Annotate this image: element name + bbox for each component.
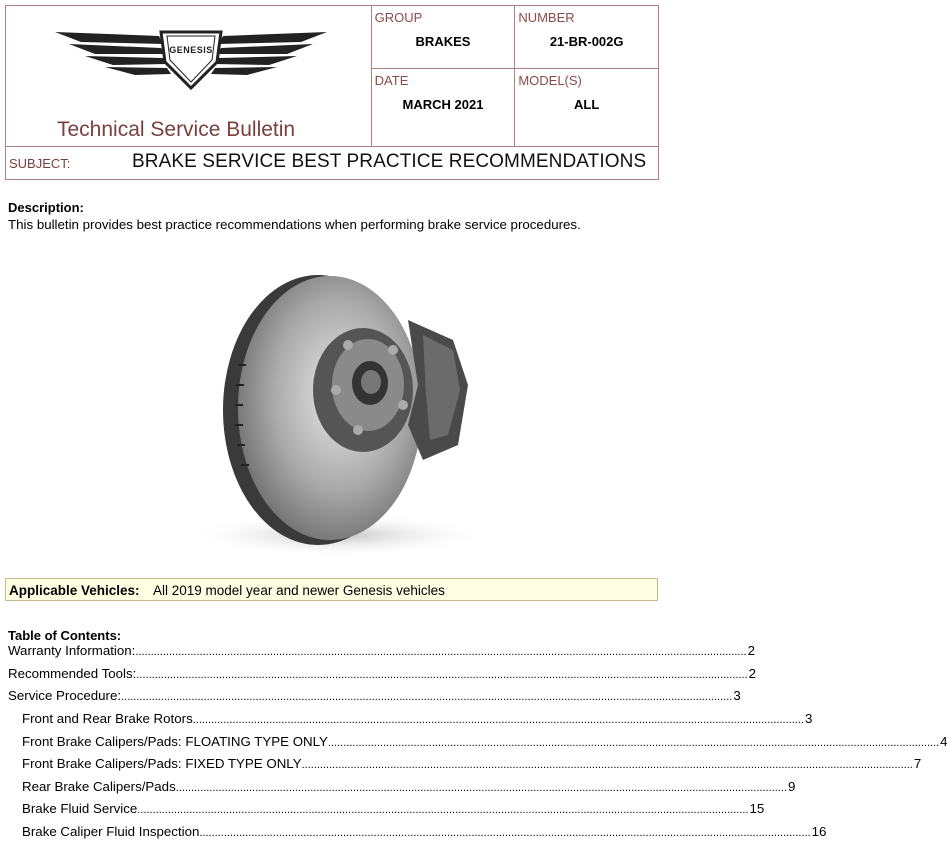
applicable-vehicles-box — [5, 578, 658, 601]
number-cell — [515, 6, 659, 69]
toc-entry-title: Front and Rear Brake Rotors — [22, 711, 193, 726]
group-value: BRAKES — [415, 34, 471, 49]
description-text: This bulletin provides best practice recommendations when performing brake service procedures. — [8, 217, 581, 232]
toc-entry-title: Service Procedure: — [8, 688, 122, 703]
genesis-wing-logo — [51, 22, 331, 94]
toc-entry-title: Recommended Tools: — [8, 666, 137, 681]
subject-label: SUBJECT: — [9, 156, 71, 171]
toc-dot-leader: ........................................................................................................................................................................................................ — [135, 646, 747, 658]
toc-entry-page: 3 — [804, 711, 813, 726]
toc-entry-page: 2 — [748, 666, 756, 681]
toc-dot-leader: ........................................................................................................................................................................................................ — [199, 827, 811, 839]
toc-entry-page: 4 — [940, 734, 948, 749]
date-label: DATE — [374, 73, 409, 89]
models-value: ALL — [574, 97, 600, 113]
applicable-label: Applicable Vehicles: — [9, 583, 140, 598]
number-label: NUMBER — [518, 10, 575, 25]
number-value: 21-BR-002G — [549, 34, 624, 49]
description-heading: Description: — [8, 200, 84, 215]
toc-dot-leader: ........................................................................................................................................................................................................ — [121, 691, 733, 703]
logo-cell — [6, 6, 372, 147]
toc-entry[interactable] — [8, 688, 741, 706]
toc-entry[interactable] — [22, 801, 765, 819]
toc-entry-page: 3 — [733, 688, 741, 703]
toc-dot-leader: ........................................................................................................................................................................................................ — [175, 782, 787, 794]
toc-dot-leader: ........................................................................................................................................................................................................ — [137, 804, 749, 816]
toc-entry[interactable] — [22, 756, 922, 774]
toc-entry-title: Front Brake Calipers/Pads: FIXED TYPE ONLY — [22, 756, 302, 771]
toc-entry-page: 7 — [913, 756, 922, 771]
toc-dot-leader: ........................................................................................................................................................................................................ — [327, 737, 940, 749]
toc-entry-page: 9 — [787, 779, 796, 794]
toc-dot-leader: ........................................................................................................................................................................................................ — [136, 669, 748, 681]
brake-rotor-image — [168, 245, 488, 575]
toc-entry[interactable] — [8, 643, 755, 661]
toc-entry[interactable] — [8, 666, 756, 684]
toc-heading: Table of Contents: — [8, 628, 122, 643]
svg-text:GENESIS: GENESIS — [169, 45, 213, 55]
group-cell — [371, 6, 515, 69]
toc-entry[interactable] — [22, 734, 948, 752]
bulletin-header — [5, 5, 659, 180]
toc-entry-page: 16 — [811, 824, 827, 839]
group-label: GROUP — [374, 10, 423, 25]
toc-entry-title: Warranty Information: — [8, 643, 136, 658]
toc-entry-page: 2 — [747, 643, 755, 658]
subject-value: BRAKE SERVICE BEST PRACTICE RECOMMENDATIONS — [132, 151, 647, 172]
toc-entry[interactable] — [22, 779, 796, 797]
models-label: MODEL(S) — [518, 73, 582, 89]
toc-entry-title: Front Brake Calipers/Pads: FLOATING TYPE ONLY — [22, 734, 328, 749]
date-cell — [371, 69, 515, 147]
models-cell — [515, 69, 659, 147]
toc-entry-title: Brake Fluid Service — [22, 801, 138, 816]
toc-entry-title: Rear Brake Calipers/Pads — [22, 779, 176, 794]
toc-entry[interactable] — [22, 711, 813, 729]
toc-dot-leader: ........................................................................................................................................................................................................ — [301, 759, 913, 771]
toc-entry-title: Brake Caliper Fluid Inspection — [22, 824, 200, 839]
toc-entry[interactable] — [22, 824, 827, 842]
toc-dot-leader: ........................................................................................................................................................................................................ — [192, 714, 804, 726]
bulletin-title: Technical Service Bulletin — [57, 118, 296, 141]
applicable-text: All 2019 model year and newer Genesis vehicles — [153, 583, 445, 598]
toc-entry-page: 15 — [749, 801, 765, 816]
date-value: MARCH 2021 — [402, 97, 484, 113]
subject-row — [6, 147, 659, 180]
